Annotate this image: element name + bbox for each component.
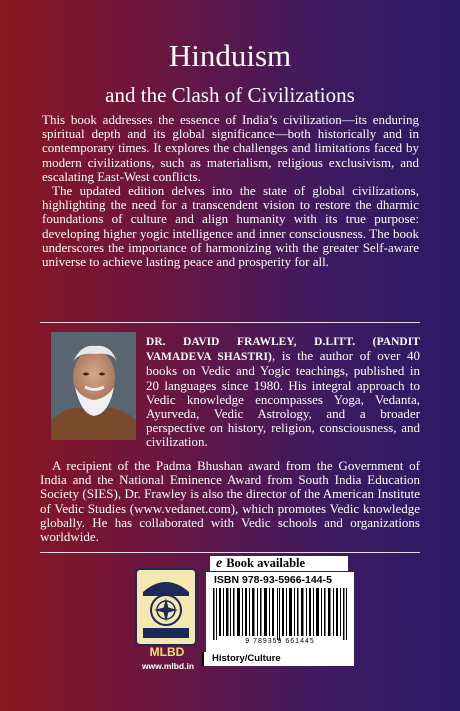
publisher-emblem-icon [135, 568, 197, 646]
isbn-text: ISBN 978-93-5966-144-5 [214, 574, 332, 586]
author-photo [51, 332, 136, 440]
divider-top [40, 322, 420, 323]
book-title: Hinduism [168, 38, 292, 73]
category-label: History/Culture [202, 652, 354, 666]
publisher-logo-text: MLBD [149, 645, 185, 659]
ebook-e-letter: e [216, 556, 223, 571]
author-award-paragraph: A recipient of the Padma Bhushan award from the Government of India and the National Eminence Award from South India Education Society (SIES), Dr. Frawley is also the director of the American Institute of Vedic Studies (www.vedanet.com), which promotes Vedic knowledge globally. He has collaborated with Vedic schools and organizations worldwide. [40, 458, 420, 545]
author-name: DR. DAVID FRAWLEY, D.LITT. (PANDIT VAMADEVA SHASTRI) [146, 336, 420, 364]
barcode-icon [211, 588, 349, 640]
description-paragraph-2: The updated edition delves into the state of global civilizations, highlighting the need for a transcendent vision to restore the dharmic foundations of culture and align humanity with its true purpose: developing higher yogic intelligence and inner consciousness. The book underscores the importance of harmonizing with the greater Self-aware universe to achieve lasting peace and prosperity for all. [42, 183, 419, 270]
ebook-label: Book available [226, 556, 306, 570]
divider-bottom [40, 552, 420, 553]
description-paragraph-1: This book addresses the essence of India’s civilization—its enduring spiritual depth and its global significance—both historically and in contemporary times. It explores the challenges and limitations faced by modern civilizations, such as materialism, religious exclusivism, and escalating East-West conflicts. [42, 112, 419, 184]
ebook-badge [210, 556, 348, 571]
book-subtitle: and the Clash of Civilizations [105, 83, 355, 107]
barcode-digits: 9 789359 661445 [245, 638, 315, 645]
author-bio-text: , is the author of over 40 books on Vedic and Yogic teachings, published in 20 languages since 1980. His integral approach to Vedic knowledge encompasses Yoga, Vedanta, Ayurveda, Vedic Astrology, and a broader perspective on history, religion, consciousness, and civilization. [146, 348, 420, 450]
isbn-box [206, 572, 354, 652]
author-bio [146, 334, 420, 450]
publisher-website: www.mlbd.in [141, 661, 195, 671]
